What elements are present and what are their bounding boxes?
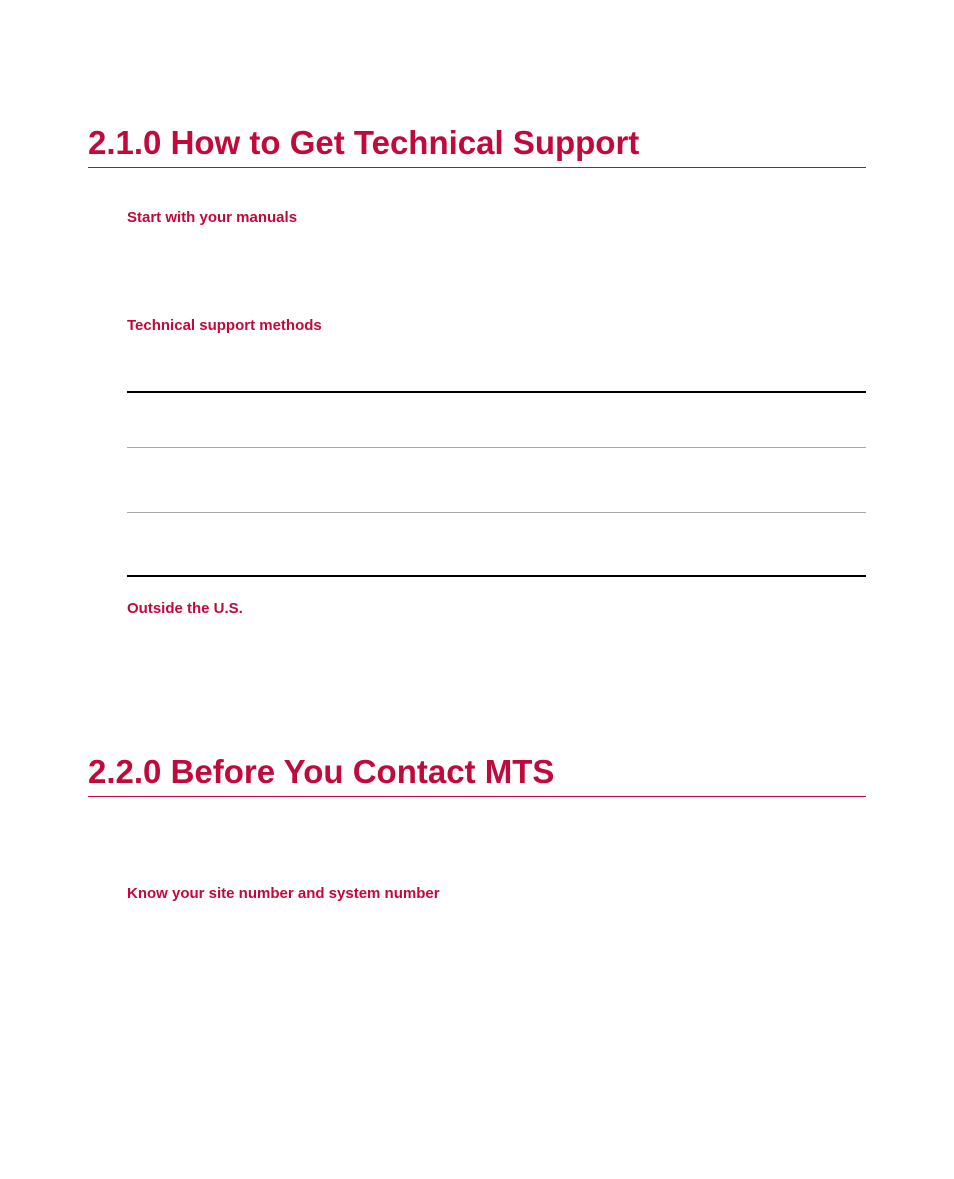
subheading-start-with-manuals: Start with your manuals: [127, 209, 298, 226]
subheading-site-system-number: Know your site number and system number: [127, 885, 440, 902]
table-bottom-rule: [127, 575, 866, 577]
table-top-rule: [127, 391, 866, 393]
table-row-divider: [127, 447, 866, 448]
table-row-divider: [127, 512, 866, 513]
section-title-technical-support: 2.1.0 How to Get Technical Support: [88, 124, 640, 161]
section-title-underline: [88, 796, 866, 797]
section-title-underline: [88, 167, 866, 168]
subheading-outside-us: Outside the U.S.: [127, 600, 243, 617]
section-title-before-contact: 2.2.0 Before You Contact MTS: [88, 753, 555, 790]
subheading-support-methods: Technical support methods: [127, 317, 322, 334]
